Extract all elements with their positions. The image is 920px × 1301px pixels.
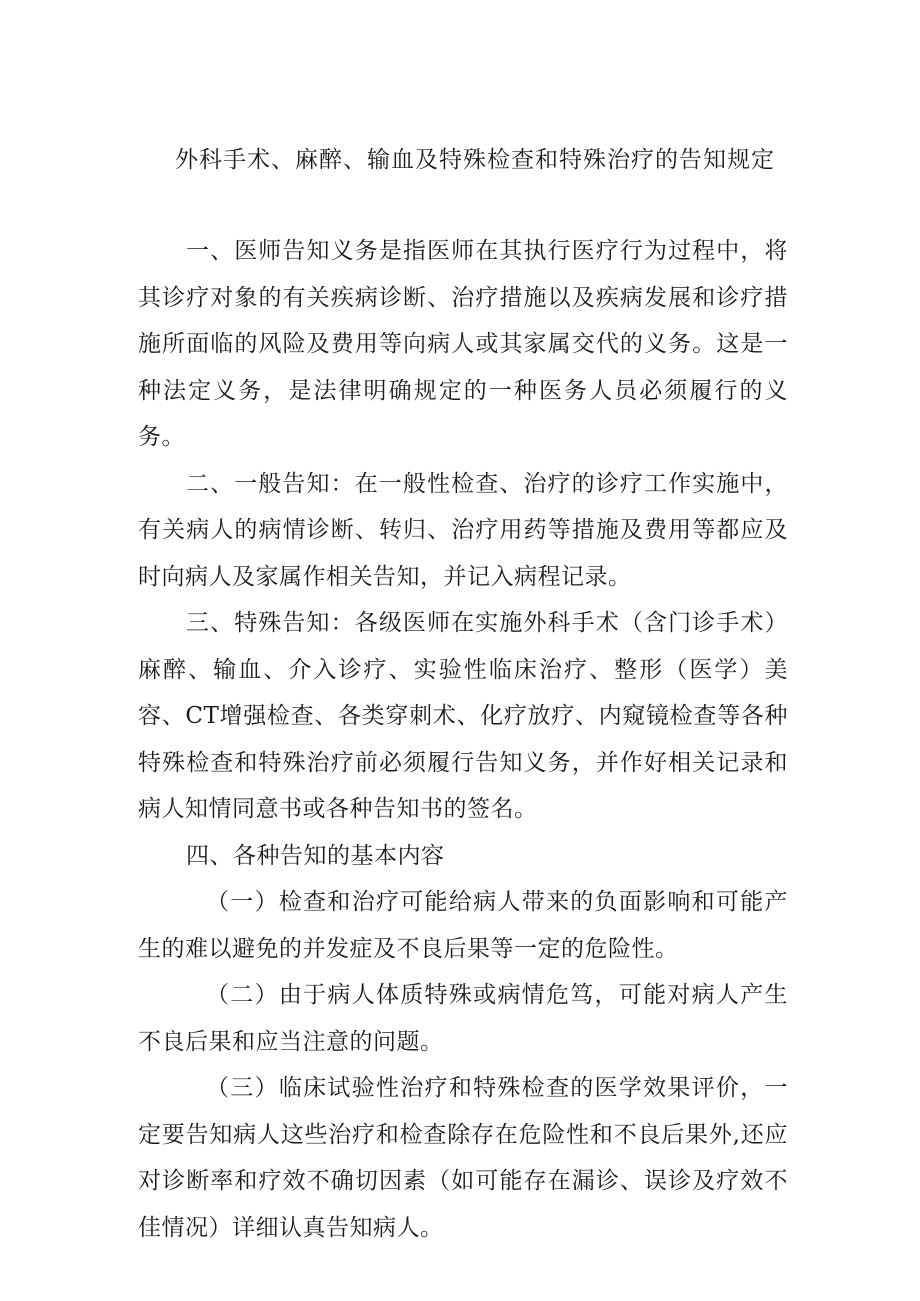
paragraph-2: 二、一般告知：在一般性检查、治疗的诊疗工作实施中，有关病人的病情诊断、转归、治疗用药等措施及费用等都应及时向病人及家属作相关告知，并记入病程记录。 (138, 470, 788, 590)
paragraph-4-heading: 四、各种告知的基本内容 (186, 842, 445, 869)
document-title: 外科手术、麻醉、输血及特殊检查和特殊治疗的告知规定 (175, 147, 775, 173)
paragraph-4-item-1: （一）检查和治疗可能给病人带来的负面影响和可能产生的难以避免的并发症及不良后果等一定的危险性。 (138, 889, 788, 962)
paragraph-4-item-2: （二）由于病人体质特殊或病情危笃，可能对病人产生不良后果和应当注意的问题。 (138, 982, 788, 1055)
paragraph-3: 三、特殊告知：各级医师在实施外科手术（含门诊手术）麻醉、输血、介入诊疗、实验性临床治疗、整形（医学）美容、CT增强检查、各类穿刺术、化疗放疗、内窥镜检查等各种特殊检查和特殊治疗前必须履行告知义务，并作好相关记录和病人知情同意书或各种告知书的签名。 (138, 610, 788, 822)
document-body (138, 228, 788, 1251)
paragraph-4-item-3: （三）临床试验性治疗和特殊检查的医学效果评价，一定要告知病人这些治疗和检查除存在危险性和不良后果外,还应对诊断率和疗效不确切因素（如可能存在漏诊、误诊及疗效不佳情况）详细认真告知病人。 (138, 1075, 788, 1241)
paragraph-1: 一、医师告知义务是指医师在其执行医疗行为过程中，将其诊疗对象的有关疾病诊断、治疗措施以及疾病发展和诊疗措施所面临的风险及费用等向病人或其家属交代的义务。这是一种法定义务，是法律明确规定的一种医务人员必须履行的义务。 (138, 238, 788, 450)
